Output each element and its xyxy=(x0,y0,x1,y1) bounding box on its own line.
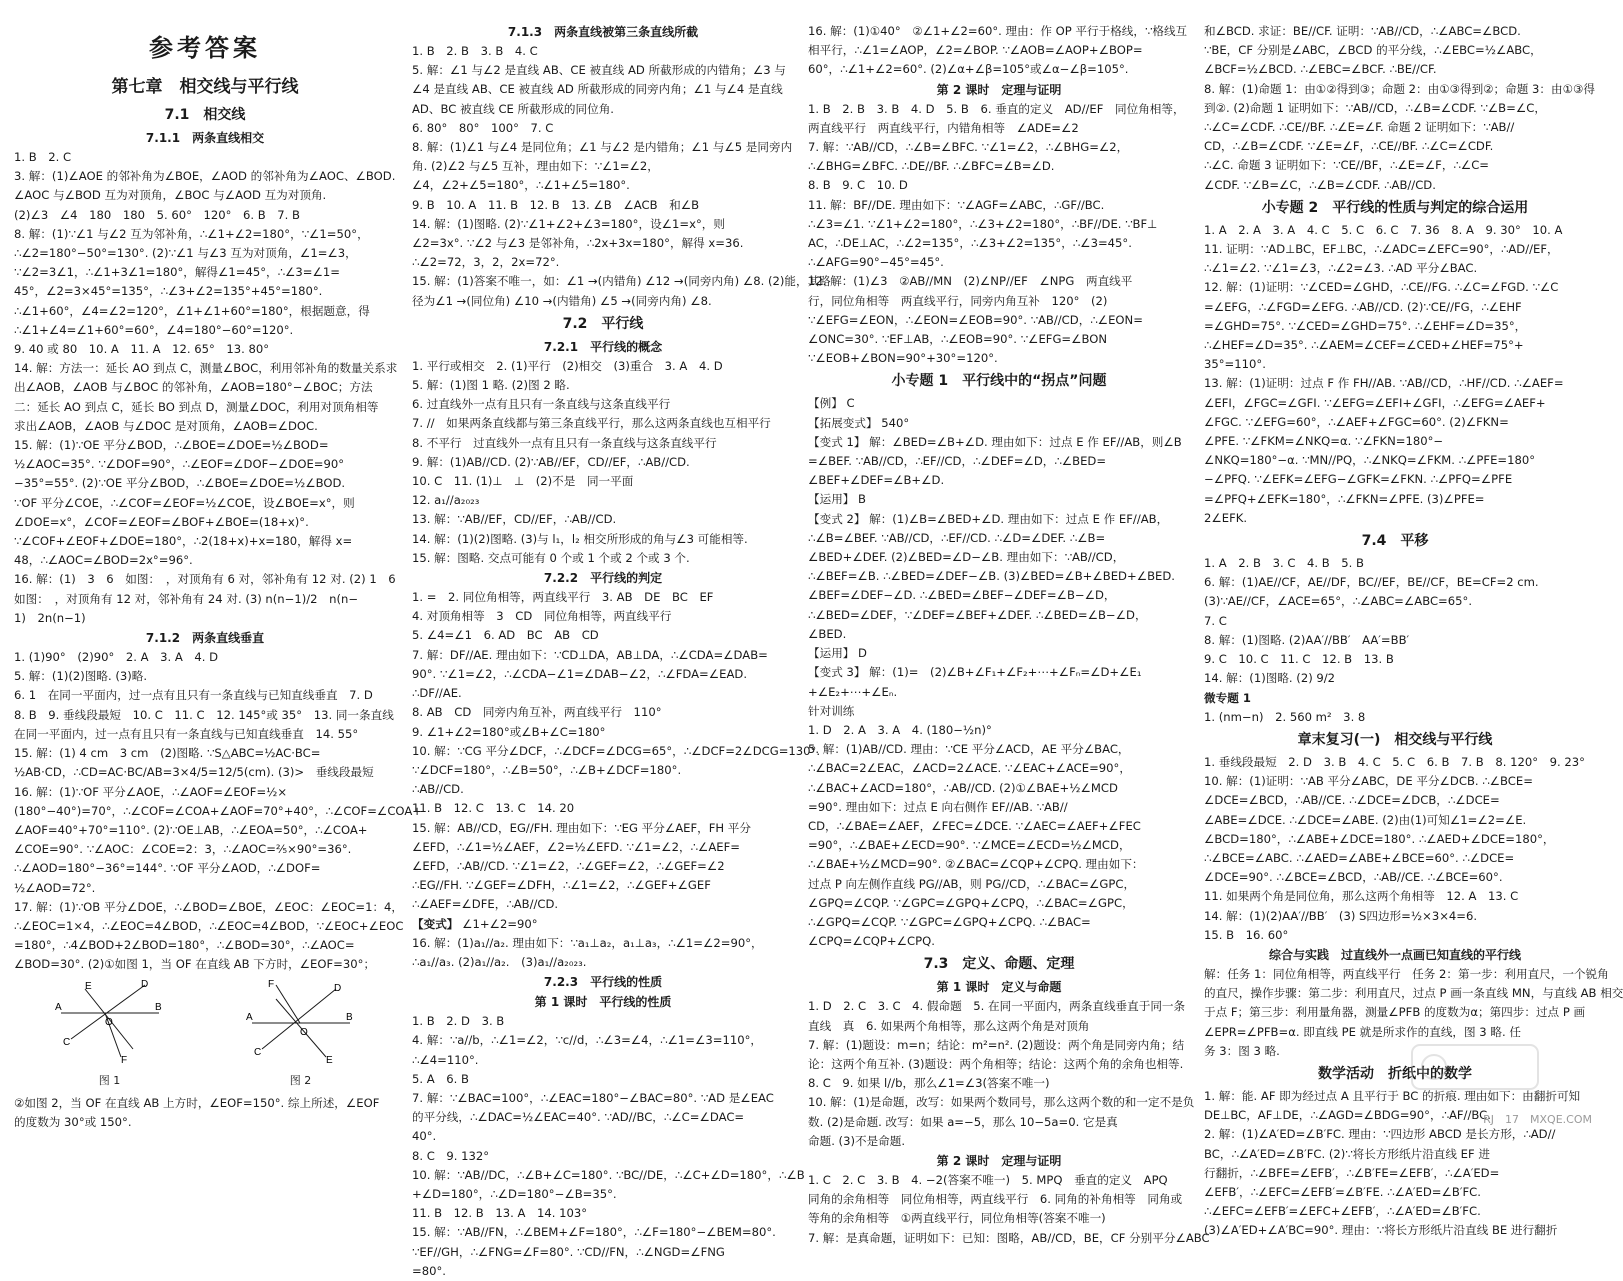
answer-line: 8. C 9. 132° xyxy=(412,1148,490,1163)
subsection-heading-7-2-3: 7.2.3 平行线的性质 xyxy=(543,975,663,990)
answer-block xyxy=(14,148,396,455)
chapter-heading: 第七章 相交线与平行线 xyxy=(111,77,299,97)
answer-block xyxy=(808,394,1190,644)
section-heading-7-2: 7.2 平行线 xyxy=(562,315,644,332)
answer-line: 行翻折，∴∠BFE=∠EFB′，∴∠B′FE=∠EFB′，∴∠A′ED= xyxy=(1204,1165,1500,1180)
answer-line: ∵∠DCF=180°，∴∠B=50°，∴∠B+∠DCF=180°. xyxy=(412,762,682,777)
svg-text:E: E xyxy=(325,1054,333,1066)
answer-line: =∠BEF. ∵AB//CD，∴EF//CD，∴∠DEF=∠D，∴∠BED= xyxy=(808,454,1107,469)
answer-line: ∠AOF=40°+70°=110°. (2)∵OE⊥AB，∴∠EOA=50°，∴∠COA+ xyxy=(14,822,368,837)
answer-line: 10. 解：∵AB//DC，∴∠B+∠C=180°. ∵BC//DE，∴∠C+∠D=180°，∴∠B xyxy=(412,1167,805,1182)
answer-block xyxy=(808,1171,1210,1248)
answer-line: (3)∠A′ED+∠A′BC=90°. 理由：∵将长方形纸片沿直线 BE 进行翻折 xyxy=(1204,1223,1558,1238)
answer-line: 35°=110°. xyxy=(1204,357,1266,372)
answer-line: 11. B 12. B 13. A 14. 103° xyxy=(412,1206,588,1221)
answer-line: 14. 解：方法一：延长 AO 到点 C，测量∠BOC，利用邻补角的数量关系求 xyxy=(14,361,398,376)
answer-line: ∴∠BCE=∠ABC. ∴∠AED=∠ABE+∠BCE=60°. ∴∠DCE= xyxy=(1204,850,1515,865)
answer-line: 1. D 2. A 3. A 4. (180−½n)° xyxy=(808,722,992,737)
answer-line: 5. 解：(1)(2)图略. (3)略. xyxy=(14,669,148,684)
answer-line: 【变式 2】 解：(1)∠B=∠BED+∠D. 理由如下：过点 E 作 EF//AB， xyxy=(808,511,1169,526)
answer-block xyxy=(1204,221,1586,528)
answer-block xyxy=(1204,554,1586,688)
answer-line: 9. 解：(1)AB//CD. (2)∵AB//EF，CD//EF，∴AB//CD. xyxy=(412,454,690,469)
svg-text:E: E xyxy=(84,980,92,992)
subsection-heading-7-1-3: 7.1.3 两条直线被第三条直线所截 xyxy=(507,25,699,39)
answer-line: ∠DCE=∠BCD，∴AB//CE. ∴∠DCE=∠DCB，∴∠DCE= xyxy=(1204,793,1500,808)
answer-line: 5. ∠4=∠1 6. AD BC AB CD xyxy=(412,628,599,643)
answer-line: 7. 解：∵∠BAC=100°，∴∠EAC=180°−∠BAC=80°. ∵AD 是∠EAC xyxy=(412,1090,774,1105)
answer-block xyxy=(808,22,1190,80)
subsection-heading-7-2-1: 7.2.1 平行线的概念 xyxy=(543,339,663,354)
answer-line: 1. A 2. B 3. C 4. B 5. B xyxy=(1204,556,1364,571)
section-heading-7-1: 7.1 相交线 xyxy=(164,107,246,123)
answer-line: 5. A 6. B xyxy=(412,1071,469,1086)
answer-line: =∠PFQ+∠EFK=180°，∴∠FKN=∠PFE. (3)∠PFE= xyxy=(1204,491,1485,506)
answer-line: 1. A 2. A 3. A 4. C 5. C 6. C 7. 36 8. A 9. 30° 10. A xyxy=(1204,222,1563,237)
answer-block xyxy=(412,934,794,972)
answer-line: 16. 解：(1)a₁//a₂. 理由如下：∵a₁⊥a₂，a₁⊥a₃，∴∠1=∠2=90°， xyxy=(412,935,763,950)
answer-key-title: 参考答案 xyxy=(149,34,261,62)
answer-line: 11. B 12. C 13. C 14. 20 xyxy=(412,801,575,816)
answer-line: 10. 解：∵CG 平分∠DCF，∴∠DCF=∠DCG=65°，∴∠DCF=2∠DCG=130°. xyxy=(412,743,821,758)
answer-line: (180°−40°)=70°，∴∠COF=∠COA+∠AOF=70°+40°，∴∠COF=∠COA+ xyxy=(14,803,422,818)
answer-block xyxy=(412,357,794,568)
answer-line: 行，同位角相等 两直线平行，同旁内角互补 120° (2) xyxy=(808,293,1108,308)
section-heading-7-4: 7.4 平移 xyxy=(1361,533,1429,550)
answer-line: 15. 解：图略. 交点可能有 0 个或 1 个或 2 个或 3 个. xyxy=(412,550,690,565)
answer-line: 40°. xyxy=(412,1129,437,1144)
answer-line: ∠2=3x°. ∵∠2 与∠3 是邻补角，∴2x+3x=180°，解得 x=36. xyxy=(412,236,744,251)
answer-line: 7. 解：(1)题设：m=n；结论：m²=n². (2)题设：两个角是同旁内角；结 xyxy=(808,1037,1185,1052)
answer-line: 等角的余角相等 ①两直线平行，同位角相等(答案不唯一) xyxy=(808,1211,1106,1226)
answer-line: 10. 解：(1)证明：∵AB 平分∠ABC，DE 平分∠DCB. ∴∠BCE= xyxy=(1204,774,1533,789)
svg-text:A: A xyxy=(245,1011,253,1023)
answer-line: ∴∠2=180°−50°=130°. (2)∵∠1 与∠3 互为对顶角，∠1=∠3， xyxy=(14,246,357,261)
answer-block xyxy=(14,648,422,974)
answer-block xyxy=(412,42,831,311)
svg-text:D: D xyxy=(140,978,148,990)
answer-line: 论：这两个角互补. (3)题设：两个角相等；结论：这两个角的余角也相等. xyxy=(808,1056,1184,1071)
answer-line: 7. C xyxy=(1204,613,1227,628)
answer-line: −∠PFQ. ∵∠EFK=∠EFG−∠GFK=∠FKN. ∴∠PFQ=∠PFE xyxy=(1204,472,1513,487)
figure-1 xyxy=(55,979,165,1090)
answer-line: 在同一平面内，过一点有且只有一条直线与已知直线垂直 14. 55° xyxy=(14,726,359,741)
watermark-logo xyxy=(1410,1037,1540,1097)
answer-line: =180°，∴4∠BOD+2∠BOD=180°，∴∠BOD=30°，∴∠AOC= xyxy=(14,938,355,953)
answer-line: 2∠EFK. xyxy=(1204,510,1248,525)
answer-line: 的平分线，∴∠DAC=½∠EAC=40°. ∵AD//BC，∴∠C=∠DAC= xyxy=(412,1110,745,1125)
answer-line: 1. D 2. C 3. C 4. 假命题 5. 在同一平面内，两条直线垂直于同一条 xyxy=(808,999,1186,1014)
section-heading-7-3: 7.3 定义、命题、定理 xyxy=(923,956,1075,973)
answer-line: 于点 F；第三步：利用量角器，测量∠PFB 的度数为α；第四步：过点 P 画 xyxy=(1204,1005,1586,1020)
figure-2 xyxy=(246,979,356,1090)
svg-text:B: B xyxy=(345,1011,353,1023)
answer-line: 6. 解：(1)AE//CF，AE//DF，BC//EF，BE//CF，BE=CF=2 cm. xyxy=(1204,575,1539,590)
answer-block xyxy=(412,588,821,914)
answer-line: 9. ∠1+∠2=180°或∠B+∠C=180° xyxy=(412,724,606,739)
answer-line: 两直线平行 两直线平行，内错角相等 ∠ADE=∠2 xyxy=(808,120,1079,135)
answer-line: 1. B 2. D 3. B xyxy=(412,1014,505,1029)
answer-line: 5. 解：(1)图 1 略. (2)图 2 略. xyxy=(412,378,570,393)
answer-line: 10. C 11. (1)⊥ ⊥ (2)不是 同一平面 xyxy=(412,474,634,489)
answer-line: ∴∠C. 命题 3 证明如下：∵CE//BF，∴∠E=∠F，∴∠C= xyxy=(1204,158,1490,173)
answer-block xyxy=(1204,22,1595,195)
answer-line: 角. (2)∠2 与∠5 互补，理由如下：∵∠1=∠2， xyxy=(412,159,659,174)
answer-line: ∴∠BHG=∠BFC. ∴DE//BF. ∴∠BFC=∠B=∠D. xyxy=(808,159,1055,174)
answer-line: ∵∠EFG=∠EON，∴∠EON=∠EOB=90°. ∵AB//CD，∴∠EON= xyxy=(808,312,1143,327)
answer-line: 10. 解：(1)是命题，改写：如果两个数同号，那么这两个数的和一定不是负 xyxy=(808,1095,1195,1110)
answer-line: 1. = 2. 同位角相等，两直线平行 3. AB DE BC EF xyxy=(412,590,714,605)
answer-line: 1. 垂线段最短 2. D 3. B 4. C 5. C 6. B 7. B 8. 120° 9. 23° xyxy=(1204,754,1585,769)
column-1 xyxy=(14,22,422,1130)
variant-label: 【变式】 xyxy=(412,916,459,931)
svg-text:O: O xyxy=(104,1016,113,1028)
answer-line: 径为∠1 →(同位角) ∠10 →(内错角) ∠5 →(同旁内角) ∠8. xyxy=(412,293,712,308)
answer-line: 12. 解：(1)证明：∵∠CED=∠GHD，∴CE//FG. ∴∠C=∠FGD. ∵∠C xyxy=(1204,280,1559,295)
special-topic-heading-2: 小专题 2 平行线的性质与判定的综合运用 xyxy=(1261,199,1529,216)
answer-line: 【变式 3】 解：(1)= (2)∠B+∠F₁+∠F₂+⋯+∠Fₙ=∠D+∠E₁ xyxy=(808,665,1142,680)
svg-text:D: D xyxy=(333,982,341,994)
answer-line: 15. B 16. 60° xyxy=(1204,927,1289,942)
answer-line: ∠4 是直线 AB、CE 被直线 AD 所截形成的同旁内角；∠1 与∠4 是直线 xyxy=(412,82,783,97)
answer-line: ∵OF 平分∠COE，∴∠COF=∠EOF=½∠COE，设∠BOE=x°，则 xyxy=(14,495,355,510)
answer-line: ∴∠1=∠2. ∵∠1=∠3，∴∠2=∠3. ∴AD 平分∠BAC. xyxy=(1204,261,1478,276)
answer-line: ∠EFB′，∴∠EFC=∠EFB′=∠B′FE. ∴∠A′ED=∠B′FC. xyxy=(1204,1184,1481,1199)
answer-line: 15. 解：∵AB//FN，∴∠BEM+∠F=180°，∴∠F=180°−∠BEM=80°. xyxy=(412,1225,776,1240)
answer-line: ∵∠COF+∠EOF+∠DOE=180°，∴2(18+x)+x=180，解得 x= xyxy=(14,534,353,549)
answer-line: ∠DOE=x°，∠COF=∠EOF=∠BOF+∠BOE=(18+x)°. xyxy=(14,514,309,529)
answer-line: ∠EFD，∴∠1=½∠AEF，∠2=½∠EFD. ∵∠1=∠2，∴∠AEF= xyxy=(412,839,740,854)
answer-line: 16. 解：(1)①40° ②∠1+∠2=60°. 理由：作 OP 平行于格线，∵格线互 xyxy=(808,24,1188,38)
answer-line: 1. B 2. B 3. B 4. C xyxy=(412,44,538,58)
answer-line: ∴∠AFG=90°−45°=45°. xyxy=(808,255,944,270)
answer-block xyxy=(808,721,1190,951)
drill-heading: 针对训练 xyxy=(808,703,855,718)
answer-line: BC，∴∠A′ED=∠B′FC. (2)∵将长方形纸片沿直线 EF 进 xyxy=(1204,1146,1490,1161)
answer-line: 11. 证明：∵AD⊥BC，EF⊥BC，∴∠ADC=∠EFC=90°，∴AD//EF， xyxy=(1204,242,1559,257)
answer-line: −35°=55°. (2)∵OE 平分∠BOD，∴∠BOE=∠DOE=½∠BOD. xyxy=(14,476,346,491)
answer-line: ½∠AOC=35°. ∵∠DOF=90°，∴∠EOF=∠DOF−∠DOE=90° xyxy=(14,457,345,472)
svg-text:F: F xyxy=(120,1054,127,1066)
figure-row xyxy=(14,979,396,1090)
answer-block xyxy=(808,663,1190,701)
answer-line: 和∠BCD. 求证：BE//CF. 证明：∵AB//CD，∴∠ABC=∠BCD. xyxy=(1204,24,1521,38)
svg-text:C: C xyxy=(253,1046,261,1058)
micro-topic-heading: 微专题 1 xyxy=(1204,690,1251,705)
answer-line: 7. // 如果两条直线都与第三条直线平行，那么这两条直线也互相平行 xyxy=(412,416,771,431)
answer-line: 解：任务 1：同位角相等，两直线平行 任务 2：第一步：利用直尺，一个锐角 xyxy=(1204,966,1609,981)
answer-line: ∴a₁//a₃. (2)a₁//a₂. (3)a₁//a₂₀₂₃. xyxy=(412,954,587,969)
answer-line: ∠DCE=90°. ∴∠BCE=∠BCD，∴AB//CE. ∴∠BCE=60°. xyxy=(1204,870,1503,885)
answer-line: ∴∠BEF=∠B. ∴∠BED=∠DEF−∠B. (3)∠BED=∠B+∠BED+∠BED. xyxy=(808,569,1175,584)
answer-line: ½AB·CD，∴CD=AC·BC/AB=3×4/5=12/5(cm). (3)> 垂线段最短 xyxy=(14,765,374,780)
answer-line: 90°. ∵∠1=∠2，∴∠CDA−∠1=∠DAB−∠2，∴∠FDA=∠EAD. xyxy=(412,666,748,681)
answer-line: 6. 80° 80° 100° 7. C xyxy=(412,120,554,135)
answer-line: ∠COE=90°. ∵∠AOC：∠COE=2：3，∴∠AOC=⅖×90°=36°. xyxy=(14,842,352,857)
answer-line: 12. a₁//a₂₀₂₃ xyxy=(412,493,480,508)
variant-text: ∠1+∠2=90° xyxy=(462,916,538,931)
lesson-heading: 第 1 课时 平行线的性质 xyxy=(534,995,672,1010)
answer-line: 1. 解：能. AF 即为经过点 A 且平行于 BC 的折痕. 理由如下：由翻折可知 xyxy=(1204,1088,1581,1103)
answer-line: 17. 解：(1)∵OB 平分∠DOE，∴∠BOD=∠BOE，∠EOC：∠EOC=1：4， xyxy=(14,899,404,914)
answer-line: ∠BED. xyxy=(808,626,847,641)
answer-line: 45°，∠2=3×45°=135°，∴∠3+∠2=135°+45°=180°. xyxy=(14,284,323,299)
answer-line: 1. C 2. C 3. B 4. −2(答案不唯一) 5. MPQ 垂直的定义 APQ xyxy=(808,1172,1168,1187)
answer-line: 【拓展变式】 540° xyxy=(808,415,910,430)
answer-line: ∴DF//AE. xyxy=(412,686,462,701)
answer-line: ∴∠EFC=∠EFB′=∠EFC+∠EFB′，∴∠A′ED=∠B′FC. xyxy=(1204,1204,1481,1219)
answer-line: 7. 解：∵AB//CD，∴∠B=∠BFC. ∵∠1=∠2，∴∠BHG=∠2， xyxy=(808,140,1129,155)
answer-line: 4. 对顶角相等 3 CD 同位角相等，两直线平行 xyxy=(412,609,672,624)
variant-line xyxy=(412,915,794,934)
answer-line: 9. C 10. C 11. C 12. B 13. B xyxy=(1204,652,1394,667)
answer-line: 1. 平行或相交 2. (1)平行 (2)相交 (3)重合 3. A 4. D xyxy=(412,358,723,373)
svg-text:B: B xyxy=(154,1001,162,1013)
answer-line: 7. 解：DF//AE. 理由如下：∵CD⊥DA，AB⊥DA，∴∠CDA=∠DAB= xyxy=(412,647,768,662)
answer-line: ∴∠BED=∠DEF，∵∠DEF=∠BEF+∠DEF. ∴∠BED=∠B−∠D， xyxy=(808,607,1147,622)
answer-line: =∠GHD=75°. ∵∠CED=∠GHD=75°. ∴∠EHF=∠D=35°， xyxy=(1204,318,1527,333)
answer-line: CD，∴∠BAE=∠AEF，∠FEC=∠DCE. ∵∠AEC=∠AEF+∠FEC xyxy=(808,818,1141,833)
answer-line: ∴∠AOD=180°−36°=144°. ∵OF 平分∠AOD，∴∠DOF= xyxy=(14,861,321,876)
answer-line: 13. 解：∵AB//EF，CD//EF，∴AB//CD. xyxy=(412,512,617,527)
answer-line: ∵BE，CF 分别是∠ABC，∠BCD 的平分线，∴∠EBC=½∠ABC， xyxy=(1204,43,1542,58)
answer-line: =90°，∴∠BAE+∠ECD=90°. ∵∠MCE=∠ECD=½∠MCD， xyxy=(808,838,1131,853)
answer-line: 2. 解：(1)∠A′ED=∠B′FC. 理由：∵四边形 ABCD 是长方形，∴AD// xyxy=(1204,1127,1556,1142)
answer-line: 1. B 2. C xyxy=(14,150,72,164)
answer-line: ∴EG//FH. ∵∠GEF=∠DFH，∴∠1=∠2，∴∠GEF+∠GEF xyxy=(412,878,711,893)
answer-line: 出∠AOB，∠AOB 与∠BOC 的邻补角，∠AOB=180°−∠BOC；方法 xyxy=(14,380,373,395)
answer-line: ∵∠EOB+∠BON=90°+30°=120°. xyxy=(808,351,998,366)
answer-line: 8. 解：(1)命题 1：由①②得到③；命题 2：由①③得到②；命题 3：由①③得 xyxy=(1204,81,1595,96)
answer-line: 12. 解：(1)∠3 ②AB//MN (2)∠NP//EF ∠NPG 两直线平 xyxy=(808,274,1133,289)
answer-line: 11. 如果两个角是同位角，那么这两个角相等 12. A 13. C xyxy=(1204,889,1519,904)
answer-line: ∠BCF=½∠BCD. ∴∠EBC=∠BCF. ∴BE//CF. xyxy=(1204,62,1437,77)
answer-line: 15. 解：(1) 4 cm 3 cm (2)图略. ∵S△ABC=½AC·BC= xyxy=(14,746,321,761)
column-3 xyxy=(808,22,1210,1245)
answer-block xyxy=(412,1012,805,1281)
answer-line: ∠BCD=180°，∴∠ABE+∠DCE=180°. ∴∠AED+∠DCE=180°， xyxy=(1204,831,1555,846)
answer-line: 6. 过直线外一点有且只有一条直线与这条直线平行 xyxy=(412,397,671,412)
answer-line: 数. (2)是命题. 改写：如果 a=−5，那么 10−5a=0. 它是真 xyxy=(808,1114,1118,1129)
answer-line: 8. AB CD 同旁内角互补，两直线平行 110° xyxy=(412,705,662,720)
answer-block xyxy=(1204,1087,1586,1241)
answer-block xyxy=(14,455,396,628)
answer-line: 13. 解：(1)证明：过点 F 作 FH//AB. ∵AB//CD，∴HF//CD. ∴∠AEF= xyxy=(1204,376,1564,391)
answer-line: ∴∠C=∠CDF. ∴CE//BF. ∴∠E=∠F. 命题 2 证明如下：∵AB// xyxy=(1204,120,1515,135)
answer-line: ∠BEF+∠DEF=∠B+∠D. xyxy=(808,473,945,488)
answer-line: ∴∠BAE+½∠MCD=90°. ②∠BAC=∠CQP+∠CPQ. 理由如下： xyxy=(808,857,1144,872)
answer-line: ∴∠BAC+∠ACD=180°，∴AB//CD. (2)①∠BAE+½∠MCD xyxy=(808,780,1118,795)
answer-line: 14. 解：(1)(2)图略. (3)与 l₁，l₂ 相交所形成的角与∠3 可能相等. xyxy=(412,531,748,546)
intersecting-lines-figure xyxy=(246,979,356,1065)
answer-line: 9. 40 或 80 10. A 11. A 12. 65° 13. 80° xyxy=(14,342,270,357)
use-line: 【运用】 D xyxy=(808,646,867,661)
answer-block xyxy=(14,1094,396,1132)
answer-line: 7. 解：是真命题，证明如下：已知：图略，AB//CD，BE，CF 分别平分∠ABC xyxy=(808,1230,1210,1245)
activity-heading: 数学活动 折纸中的数学 xyxy=(1318,1065,1472,1082)
subsection-heading-7-1-2: 7.1.2 两条直线垂直 xyxy=(145,631,265,646)
answer-line: 1) 2n(n−1) xyxy=(14,610,86,625)
subsection-heading-7-1-1: 7.1.1 两条直线相交 xyxy=(145,131,265,145)
answer-line: ∴∠1+60°，∠4=∠2=120°，∠1+∠1+60°=180°，根据题意，得 xyxy=(14,303,370,318)
answer-line: ∠BEF=∠DEF−∠D. ∴∠BED=∠BEF−∠DEF=∠B−∠D， xyxy=(808,588,1116,603)
answer-line: 6. 1 在同一平面内，过一点有且只有一条直线与已知直线垂直 7. D xyxy=(14,688,373,703)
answer-line: ∴∠3=∠1. ∵∠1+∠2=180°，∴∠3+∠2=180°，∴BF//DE. ∵BF⊥ xyxy=(808,216,1158,231)
answer-line: ∠CPQ=∠CQP+∠CPQ. xyxy=(808,934,935,949)
answer-block xyxy=(808,100,1190,369)
answer-line: 15. 解：(1)∵OE 平分∠BOD，∴∠BOE=∠DOE=½∠BOD= xyxy=(14,438,329,453)
answer-line: 的直尺，操作步骤：第二步：利用直尺，过点 P 画一条直线 MN，与直线 AB 相交 xyxy=(1204,986,1623,1001)
answer-line: 11. 解：BF//DE. 理由如下：∵∠AGF=∠ABC，∴GF//BC. xyxy=(808,197,1105,212)
answer-block xyxy=(808,997,1195,1151)
chapter-review-heading: 章末复习(一) 相交线与平行线 xyxy=(1297,731,1493,748)
answer-line: ∠BOD=30°. (2)①如图 1，当 OF 在直线 AB 下方时，∠EOF=30°； xyxy=(14,957,376,972)
watermark-text: RJ 17 MXQE.COM xyxy=(1483,1113,1592,1126)
answer-line: 8. B 9. C 10. D xyxy=(808,178,908,193)
answer-line: 到②. (2)命题 1 证明如下：∵AB//CD，∴∠B=∠CDF. ∵∠B=∠C， xyxy=(1204,100,1546,115)
answer-line: 如图： ，对顶角有 12 对，邻补角有 24 对. (3) n(n−1)/2 n(n− xyxy=(14,591,359,606)
answer-line: ∴∠4=110°. xyxy=(412,1052,479,1067)
answer-line: ∴AB//CD. xyxy=(412,782,464,797)
practice-heading: 综合与实践 过直线外一点画已知直线的平行线 xyxy=(1268,947,1521,962)
lesson-heading: 第 1 课时 定义与命题 xyxy=(936,980,1062,995)
lesson-heading: 第 2 课时 定理与证明 xyxy=(936,1153,1062,1168)
svg-text:A: A xyxy=(54,1001,62,1013)
answer-line: DE⊥BC，AF⊥DE，∴∠AGD=∠BDG=90°，∴AF//BC. xyxy=(1204,1108,1491,1123)
answer-line: 4. 解：∵a//b，∴∠1=∠2，∵c//d，∴∠3=∠4，∴∠1=∠3=110°， xyxy=(412,1033,763,1048)
answer-line: ∴∠EOC=1×4，∴∠EOC=4∠BOD，∴∠EOC=4∠BOD，∵∠EOC+∠EOC xyxy=(14,918,404,933)
answer-line: ∴∠HEF=∠D=35°. ∴∠AEM=∠CEF=∠CED+∠HEF=75°+ xyxy=(1204,338,1524,353)
answer-line: 相平行，∴∠1=∠AOP，∠2=∠BOP. ∵∠AOB=∠AOP+∠BOP= xyxy=(808,43,1143,58)
answer-line: ∴∠2=72，3，2，2x=72°. xyxy=(412,255,560,270)
answer-line: ∠BED+∠DEF. (2)∠BED=∠D−∠B. 理由如下：∵AB//CD， xyxy=(808,550,1125,565)
answer-line: ∠EFI，∠FGC=∠GFI. ∵∠EFG=∠EFI+∠GFI，∴∠EFG=∠AEF+ xyxy=(1204,395,1546,410)
answer-line: 9. B 10. A 11. B 12. B 13. ∠B ∠ACB 和∠B xyxy=(412,197,700,212)
answer-line: 14. 解：(1)(2)AA′//BB′ (3) S四边形=½×3×4=6. xyxy=(1204,908,1478,923)
svg-text:F: F xyxy=(267,978,274,990)
answer-line: 15. 解：(1)答案不唯一，如：∠1 →(内错角) ∠12 →(同旁内角) ∠8. (2)能，其路 xyxy=(412,274,831,289)
answer-line: 8. 解：(1)∠1 与∠4 是同位角；∠1 与∠2 是内错角；∠1 与∠5 是同旁内 xyxy=(412,140,793,155)
answer-line: ∠AOC 与∠BOD 互为对顶角，∠BOC 与∠AOD 互为对顶角. xyxy=(14,188,327,203)
answer-line: CD，∴∠B=∠CDF. ∵∠E=∠F，∴CE//BF. ∴∠C=∠CDF. xyxy=(1204,139,1494,154)
answer-line: 16. 解：(1) 3 6 如图： ，对顶角有 6 对，邻补角有 12 对. (2) 1 6 xyxy=(14,572,396,587)
answer-line: 直线 真 6. 如果两个角相等，那么这两个角是对顶角 xyxy=(808,1018,1090,1033)
answer-line: ∠EFD，∴AB//CD. ∵∠1=∠2，∴∠GEF=∠2，∴∠GEF=∠2 xyxy=(412,858,725,873)
answer-line: 求出∠AOB，∠AOB 与∠DOC 是对顶角，∠AOB=∠DOC. xyxy=(14,418,318,433)
answer-line: 务 3：图 3 略. xyxy=(1204,1043,1280,1058)
answer-line: ∴∠BAC=2∠EAC，∠ACD=2∠ACE. ∵∠EAC+∠ACE=90°， xyxy=(808,761,1131,776)
answer-line: 14. 解：(1)图略. (2) 9/2 xyxy=(1204,671,1336,686)
answer-line: ∴∠B=∠BEF. ∵AB//CD，∴EF//CD. ∴∠D=∠DEF. ∴∠B= xyxy=(808,530,1106,545)
answer-line: ∴∠1+∠4=∠1+60°=60°，∠4=180°−60°=120°. xyxy=(14,322,294,337)
answer-line: 8. B 9. 垂线段最短 10. C 11. C 12. 145°或 35° 13. 同一条直线 xyxy=(14,707,394,722)
answer-line: 14. 解：(1)图略. (2)∵∠1+∠2+∠3=180°，设∠1=x°，则 xyxy=(412,216,725,231)
answer-line: ∠GPQ=∠CQP. ∵∠GPC=∠GPQ+∠CPQ，∴∠BAC=∠GPC， xyxy=(808,895,1134,910)
answer-line: (3)∵AE//CF，∠ACE=65°，∴∠ABC=∠ABC=65°. xyxy=(1204,594,1473,609)
answer-line: 3. 解：(1)∠AOE 的邻补角为∠BOE，∠AOD 的邻补角为∠AOC、∠BOD. xyxy=(14,169,396,184)
micro-topic-line: 1. (nm−n) 2. 560 m² 3. 8 xyxy=(1204,709,1366,724)
answer-line: ∵∠2=3∠1，∴∠1+3∠1=180°，解得∠1=45°，∴∠3=∠1= xyxy=(14,265,341,280)
subsection-heading-7-2-2: 7.2.2 平行线的判定 xyxy=(543,571,663,586)
answer-line: =∠EFG，∴∠FGD=∠EFG. ∴AB//CD. (2)∵CE//FG，∴∠EHF xyxy=(1204,299,1522,314)
answer-line: 【变式 1】 解：∠BED=∠B+∠D. 理由如下：过点 E 作 EF//AB，则∠B xyxy=(808,434,1182,449)
lesson-heading: 第 2 课时 定理与证明 xyxy=(936,82,1062,97)
answer-line: ∠ONC=30°. ∵EF⊥AB，∴∠EOB=90°. ∵∠EFG=∠BON xyxy=(808,332,1108,347)
answer-line: 5. 解：(1)AB//CD. 理由：∵CE 平分∠ACD，AE 平分∠BAC， xyxy=(808,742,1130,757)
answer-line: AD、BC 被直线 CE 所截形成的同位角. xyxy=(412,101,614,116)
answer-line: 8. 不平行 过直线外一点有且只有一条直线与这条直线平行 xyxy=(412,435,717,450)
answer-block xyxy=(1204,753,1586,945)
figure-2-caption: 图 2 xyxy=(289,1073,312,1087)
answer-line: 【例】 C xyxy=(808,396,855,411)
answer-line: ∠NKQ=180°−α. ∵MN//PQ，∴∠NKQ=∠FKM. ∴∠PFE=180° xyxy=(1204,453,1536,468)
answer-line: ∴∠GPQ=∠CQP. ∵∠GPC=∠GPQ+∠CPQ. ∴∠BAC= xyxy=(808,914,1091,929)
answer-line: 60°，∴∠1+∠2=60°. (2)∠α+∠β=105°或∠α−∠β=105°. xyxy=(808,62,1129,77)
answer-line: 16. 解：(1)∵OF 平分∠AOE，∴∠AOF=∠EOF=½× xyxy=(14,784,288,799)
answer-line: ∠EPR=∠PFB=α. 即直线 PE 就是所求作的直线，图 3 略. 任 xyxy=(1204,1024,1521,1039)
answer-line: (2)∠3 ∠4 180 180 5. 60° 120° 6. B 7. B xyxy=(14,207,301,222)
answer-line: ∠CDF. ∵∠B=∠C，∴∠B=∠CDF. ∴AB//CD. xyxy=(1204,177,1436,192)
answer-line: =80°. xyxy=(412,1263,446,1278)
answer-line: 15. 解：AB//CD，EG//FH. 理由如下：∵EG 平分∠AEF，FH 平分 xyxy=(412,820,751,835)
answer-line: 48，∴∠AOC=∠BOD=2x°=96°. xyxy=(14,553,193,568)
answer-line: 1. B 2. B 3. B 4. D 5. B 6. 垂直的定义 AD//EF 同位角相等， xyxy=(808,101,1185,116)
intersecting-lines-figure xyxy=(55,979,165,1065)
svg-text:O: O xyxy=(299,1026,308,1038)
answer-line: ②如图 2，当 OF 在直线 AB 上方时，∠EOF=150°. 综上所述，∠EOF xyxy=(14,1095,380,1110)
answer-line: 的度数为 30°或 150°. xyxy=(14,1115,132,1130)
answer-line: 二：延长 AO 到点 C，延长 BO 到点 D，测量∠DOC，利用对顶角相等 xyxy=(14,399,379,414)
answer-line: ∠FGC. ∵∠EFG=60°，∴∠AEF+∠FGC=60°. (2)∠FKN= xyxy=(1204,414,1509,429)
answer-line: AC，∴DE⊥AC，∴∠2=135°，∴∠3+∠2=135°，∴∠3=45°. xyxy=(808,236,1132,251)
special-topic-heading-1: 小专题 1 平行线中的“拐点”问题 xyxy=(891,373,1107,390)
answer-line: 1. (1)90° (2)90° 2. A 3. A 4. D xyxy=(14,650,219,665)
answer-line: ∠PFE. ∵∠FKM=∠NKQ=α. ∵∠FKN=180°− xyxy=(1204,434,1444,449)
answer-line: 同角的余角相等 同位角相等，两直线平行 6. 同角的补角相等 同角或 xyxy=(808,1192,1183,1207)
figure-1-caption: 图 1 xyxy=(98,1073,121,1087)
answer-line: 过点 P 向左侧作直线 PG//AB，则 PG//CD，∴∠BAC=∠GPC， xyxy=(808,876,1136,891)
answer-line: ∠ABE=∠DCE. ∴∠DCE=∠ABE. (2)由(1)可知∠1=∠2=∠E. xyxy=(1204,812,1527,827)
answer-line: ∠4，∠2+∠5=180°，∴∠1+∠5=180°. xyxy=(412,178,630,193)
answer-line: ∴∠AEF=∠DFE，∴AB//CD. xyxy=(412,897,559,912)
answer-line: +∠E₂+⋯+∠Eₙ. xyxy=(808,684,898,699)
answer-line: ∵EF//GH，∴∠FNG=∠F=80°. ∵CD//FN，∴∠NGD=∠FNG xyxy=(412,1244,725,1259)
svg-text:C: C xyxy=(62,1036,70,1048)
answer-line: ½∠AOD=72°. xyxy=(14,880,96,895)
answer-line: 8. 解：(1)图略. (2)AA′//BB′ AA′=BB′ xyxy=(1204,632,1410,647)
answer-line: 8. 解：(1)∵∠1 与∠2 互为邻补角，∴∠1+∠2=180°，∵∠1=50°， xyxy=(14,226,369,241)
answer-line: 命题. (3)不是命题. xyxy=(808,1133,906,1148)
answer-line: 8. C 9. 如果 l//b，那么∠1=∠3(答案不唯一) xyxy=(808,1076,1050,1091)
answer-line: +∠D=180°，∴∠D=180°−∠B=35°. xyxy=(412,1186,617,1201)
answer-line: =90°. 理由如下：过点 E 向右侧作 EF//AB. ∵AB// xyxy=(808,799,1068,814)
answer-line: 5. 解：∠1 与∠2 是直线 AB、CE 被直线 AD 所截形成的内错角；∠3 与 xyxy=(412,63,786,78)
answer-line: 【运用】 B xyxy=(808,492,867,507)
